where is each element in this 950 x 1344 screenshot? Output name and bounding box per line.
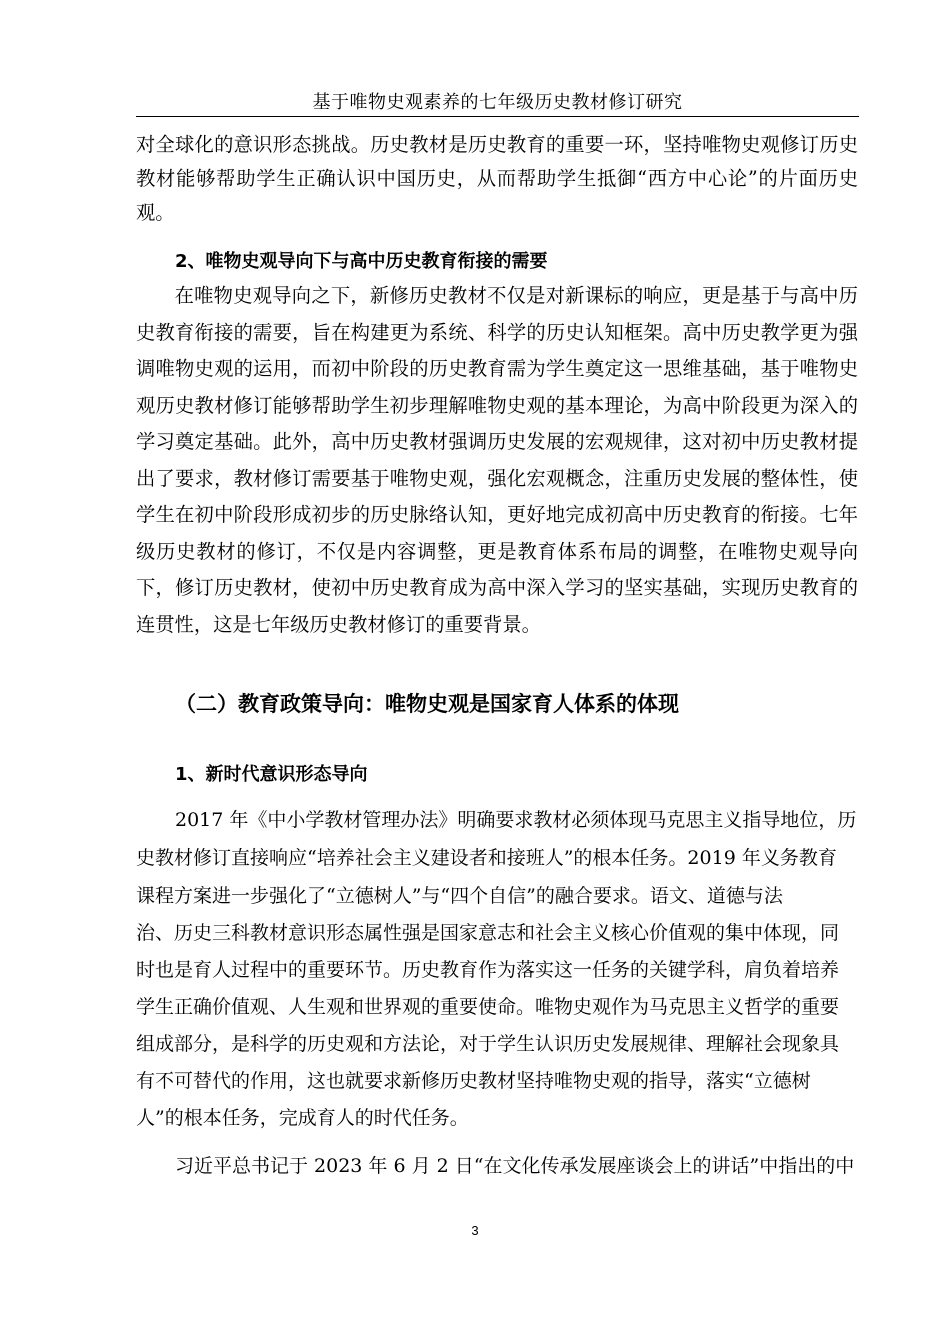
- paragraph-policy-line: 治、历史三科教材意识形态属性强是国家意志和社会主义核心价值观的集中体现，同: [136, 922, 840, 944]
- paragraph-speech-start: 习近平总书记于 2023 年 6 月 2 日“在文化传承发展座谈会上的讲话”中指出的中: [175, 1155, 855, 1177]
- paragraph-policy-line: 2017 年《中小学教材管理办法》明确要求教材必须体现马克思主义指导地位，历: [175, 809, 857, 831]
- paragraph-policy-line: 有不可替代的作用，这也就要求新修历史教材坚持唯物史观的指导，落实“立德树: [136, 1070, 811, 1092]
- paragraph-continuation: 对全球化的意识形态挑战。历史教材是历史教育的重要一环，坚持唯物史观修订历史教材能够帮助学生正确认识中国历史，从而帮助学生抵御“西方中心论”的片面历史观。: [136, 133, 858, 224]
- paragraph-teaching-connection: 在唯物史观导向之下，新修历史教材不仅是对新课标的响应，更是基于与高中历史教育衔接的需要，旨在构建更为系统、科学的历史认知框架。高中历史教学更为强调唯物史观的运用，而初中阶段的历史教育需为学生奠定这一思维基础，基于唯物史观历史教材修订能够帮助学生初步理解唯物史观的基本理论，为高中阶段更为深入的学习奠定基础。此外，高中历史教材强调历史发展的宏观规律，这对初中历史教材提出了要求，教材修订需要基于唯物史观，强化宏观概念，注重历史发展的整体性，使学生在初中阶段形成初步的历史脉络认知，更好地完成初高中历史教育的衔接。七年级历史教材的修订，不仅是内容调整，更是教育体系布局的调整，在唯物史观导向下，修订历史教材，使初中历史教育成为高中深入学习的坚实基础，实现历史教育的连贯性，这是七年级历史教材修订的重要背景。: [136, 284, 858, 636]
- page-number: 3: [471, 1223, 479, 1238]
- paragraph-policy-line: 史教材修订直接响应“培养社会主义建设者和接班人”的根本任务。2019 年义务教育: [136, 847, 837, 869]
- paragraph-policy-line: 组成部分，是科学的历史观和方法论，对于学生认识历史发展规律、理解社会现象具: [136, 1033, 840, 1055]
- paragraph-policy-line: 时也是育人过程中的重要环节。历史教育作为落实这一任务的关键学科，肩负着培养: [136, 959, 840, 981]
- paragraph-policy-line: 课程方案进一步强化了“立德树人”与“四个自信”的融合要求。语文、道德与法: [136, 885, 783, 907]
- section-heading: （二）教育政策导向：唯物史观是国家育人体系的体现: [175, 692, 679, 716]
- subheading-1: 1、新时代意识形态导向: [175, 764, 368, 785]
- header-rule: [136, 116, 859, 117]
- paragraph-policy-line: 人”的根本任务，完成育人的时代任务。: [136, 1107, 469, 1129]
- paragraph-policy-line: 学生正确价值观、人生观和世界观的重要使命。唯物史观作为马克思主义哲学的重要: [136, 996, 840, 1018]
- subheading-2: 2、唯物史观导向下与高中历史教育衔接的需要: [175, 251, 548, 272]
- running-header: 基于唯物史观素养的七年级历史教材修订研究: [312, 92, 683, 113]
